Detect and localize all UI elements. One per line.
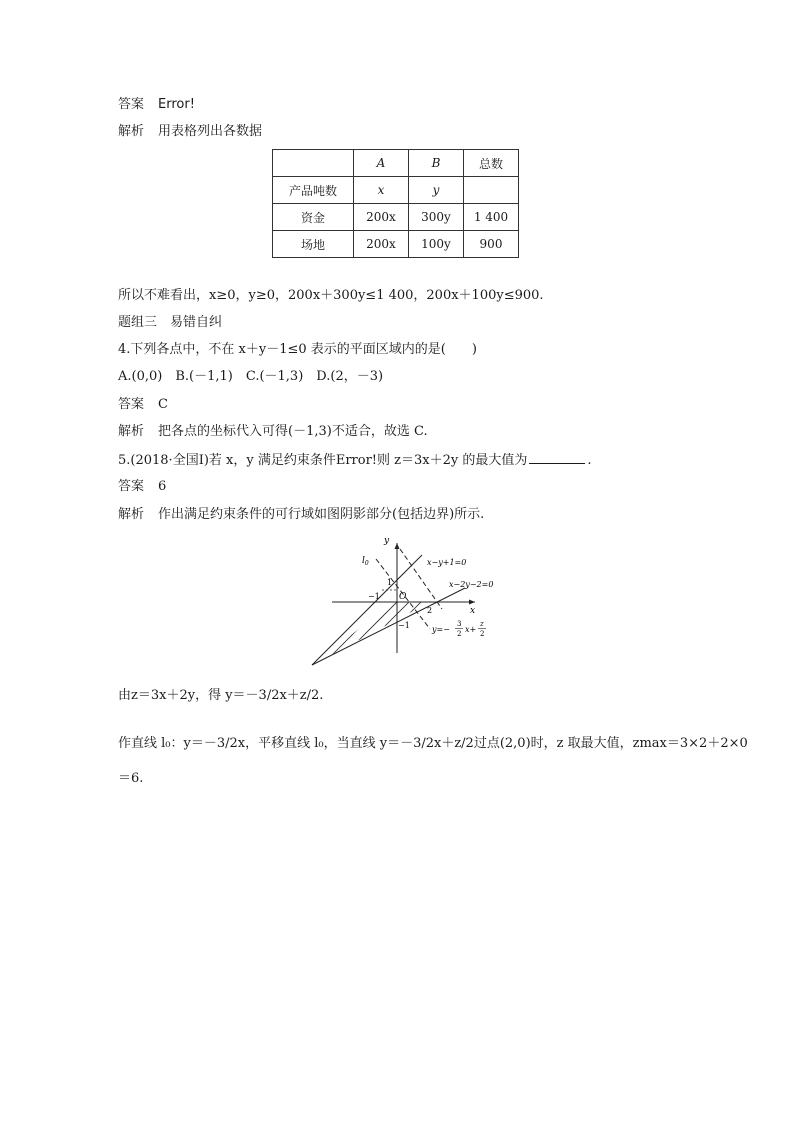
l0-label: $l_0$ — [362, 556, 369, 567]
table-cell: 场地 — [273, 231, 354, 258]
answer-row-5 — [118, 478, 166, 496]
analysis-text: 作出满足约束条件的可行域如图阴影部分(包括边界)所示. — [158, 507, 485, 522]
tick-neg1-y-label: −1 — [398, 621, 410, 630]
section-title: 题组三 易错自纠 — [118, 315, 223, 330]
answer-label: 答案 — [118, 479, 145, 494]
svg-text:2: 2 — [480, 630, 485, 638]
table-cell — [464, 177, 519, 204]
table-cell: A — [354, 150, 409, 177]
svg-text:x+: x+ — [465, 625, 477, 634]
line3-label — [431, 620, 486, 638]
solution-line-2: 作直线 l₀：y＝－3/2x，平移直线 l₀，当直线 y＝－3/2x＋z/2过点(2,0)时，z 取最大值，zmax＝3×2＋2×0 — [118, 736, 748, 751]
answer-row-1 — [118, 96, 195, 114]
x-axis-arrow — [469, 600, 475, 605]
question-5-text: 5.(2018·全国Ⅰ)若 x，y 满足约束条件Error!则 z＝3x＋2y 的最大值为 — [118, 453, 528, 468]
line-x-minus-y-plus-1 — [312, 555, 422, 665]
analysis-text: 把各点的坐标代入可得(－1,3)不适合，故选 C. — [158, 424, 428, 439]
line2-label: x−2y−2=0 — [449, 580, 494, 589]
table-cell: 资金 — [273, 204, 354, 231]
table-cell: 总数 — [464, 150, 519, 177]
solution-line-1: 由z＝3x＋2y，得 y＝－3/2x＋z/2. — [118, 688, 324, 703]
analysis-label: 解析 — [118, 424, 145, 439]
line1-label: x−y+1=0 — [427, 558, 467, 567]
svg-text:3: 3 — [457, 620, 462, 628]
table-cell: 100y — [409, 231, 464, 258]
analysis-row-4 — [118, 423, 428, 441]
tick-1-label: 1 — [387, 578, 393, 587]
table-cell: 900 — [464, 231, 519, 258]
table-cell: y — [409, 177, 464, 204]
question-4-stem: 4.下列各点中，不在 x＋y－1≤0 表示的平面区域内的是( ) — [118, 342, 477, 357]
feasible-region-figure — [300, 535, 500, 670]
table-cell: 200x — [354, 204, 409, 231]
analysis-label: 解析 — [118, 124, 145, 139]
data-table — [272, 149, 519, 258]
analysis-text: 用表格列出各数据 — [158, 124, 263, 139]
svg-text:z: z — [480, 620, 484, 628]
answer-blank — [529, 451, 585, 464]
x-axis-label: x — [470, 606, 476, 616]
table-cell: 200x — [354, 231, 409, 258]
table-cell: B — [409, 150, 464, 177]
y-axis-arrow — [395, 543, 400, 549]
table-cell: 产品吨数 — [273, 177, 354, 204]
table-row — [273, 231, 519, 258]
tick-neg1-x-label: −1 — [368, 592, 380, 601]
solution-line-3: ＝6. — [118, 771, 144, 786]
answer-value: C — [158, 397, 168, 412]
question-4-options: A.(0,0) B.(－1,1) C.(－1,3) D.(2，－3) — [118, 369, 384, 384]
y-axis-label: y — [384, 536, 390, 546]
analysis-row-5 — [118, 506, 484, 524]
analysis-row-1 — [118, 123, 262, 141]
conclusion-text: 所以不难看出，x≥0，y≥0，200x＋300y≤1 400，200x＋100y≤900. — [118, 288, 544, 303]
table-row — [273, 177, 519, 204]
question-5-stem — [118, 451, 592, 470]
answer-row-4 — [118, 396, 168, 414]
table-cell: x — [354, 177, 409, 204]
origin-label: O — [399, 592, 407, 602]
table-row — [273, 204, 519, 231]
tick-2-label: 2 — [427, 606, 433, 615]
svg-text:y=−: y=− — [432, 625, 450, 634]
analysis-label: 解析 — [118, 507, 145, 522]
answer-value: Error! — [158, 97, 195, 112]
svg-text:2: 2 — [457, 630, 462, 638]
table-header-row — [273, 150, 519, 177]
table-cell — [273, 150, 354, 177]
answer-value: 6 — [158, 479, 167, 494]
answer-label: 答案 — [118, 397, 145, 412]
table-cell: 1 400 — [464, 204, 519, 231]
answer-label: 答案 — [118, 97, 145, 112]
table-cell: 300y — [409, 204, 464, 231]
question-5-end: . — [587, 453, 592, 468]
